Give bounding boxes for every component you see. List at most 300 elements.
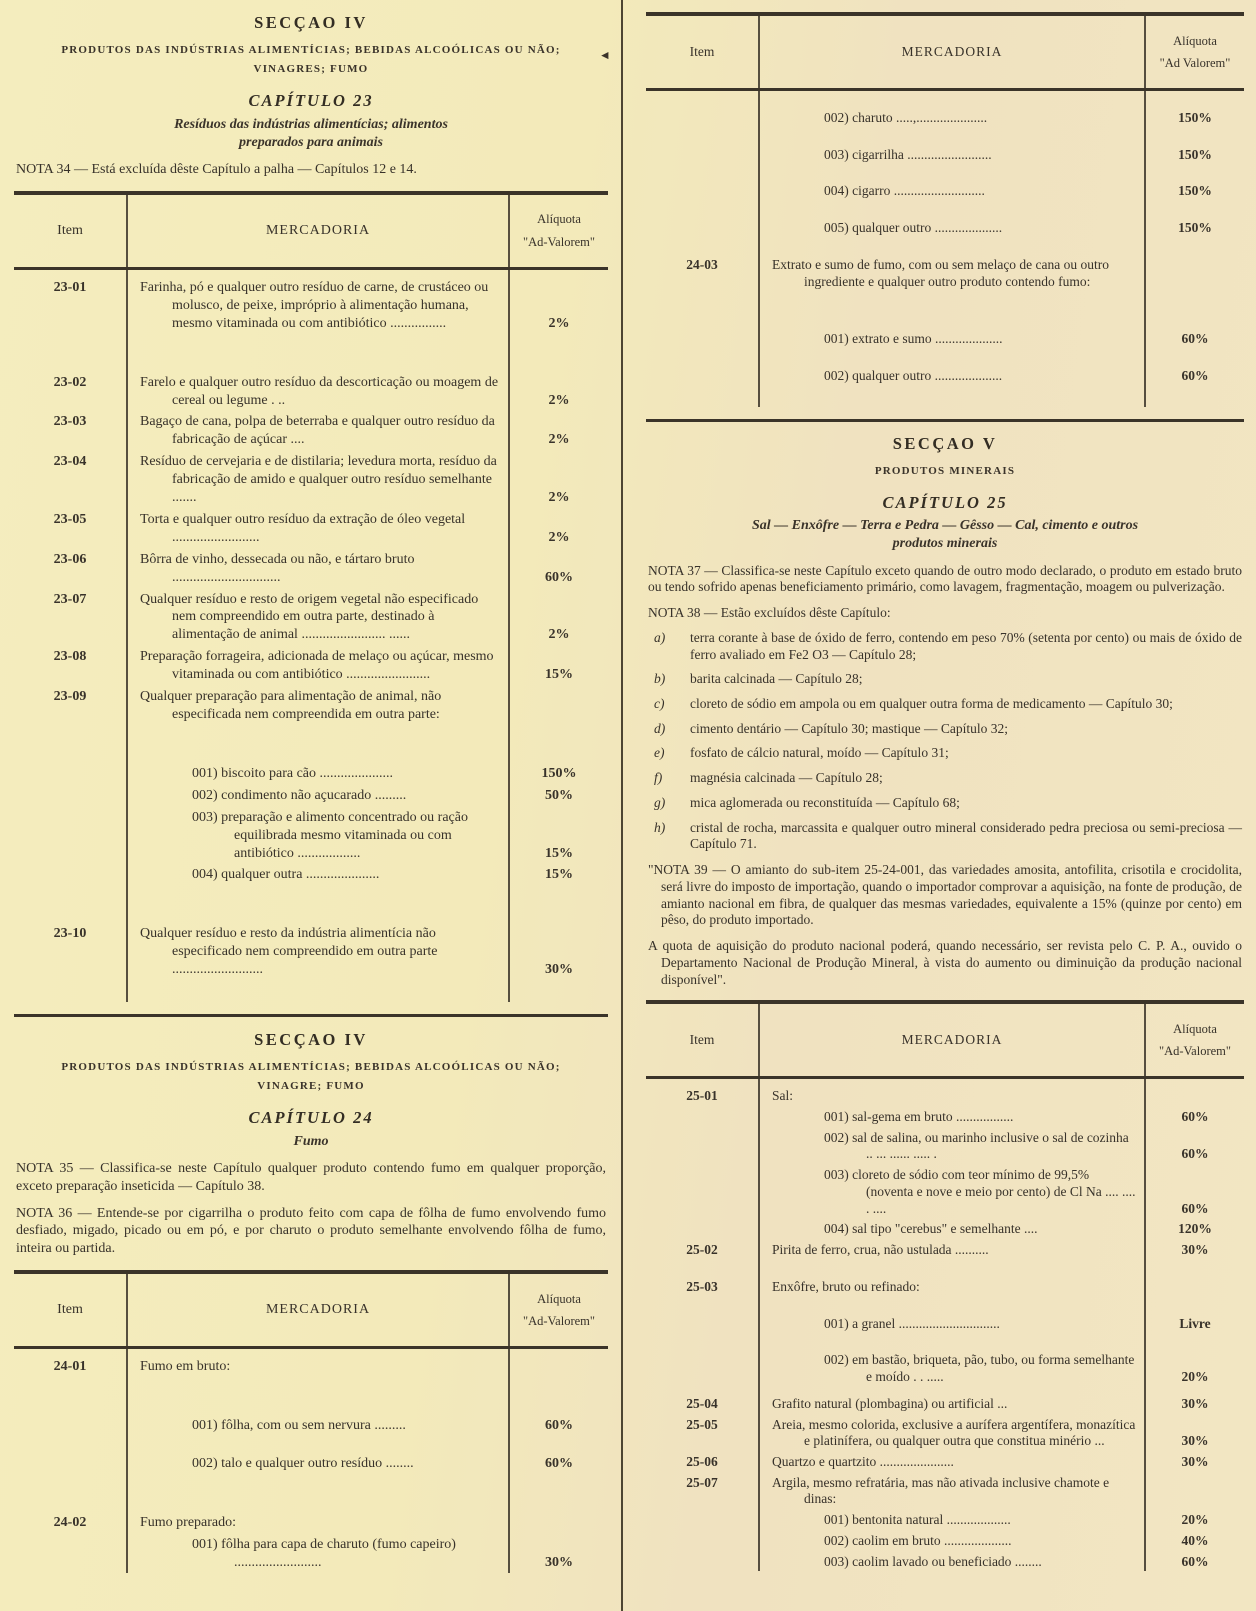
aliquota-value: 150%: [1178, 220, 1212, 236]
merchandise-cell: [758, 201, 1146, 238]
item-code: 23-06: [53, 551, 87, 567]
merchandise-cell: [758, 1297, 1146, 1334]
item-code: [646, 1218, 758, 1239]
item-code: [646, 1333, 758, 1386]
merchandise-cell: [758, 164, 1146, 201]
exclusion-item-text: terra corante à base de óxido de ferro, contendo em peso 70% (setenta por cento) ou mais de óxido de ferro avaliado em Fe2 O3 — Capítulo 28;: [690, 629, 1242, 662]
item-code: 24-01: [53, 1359, 87, 1375]
aliquota-value: 30%: [545, 962, 573, 978]
merchandise-text: [772, 389, 1138, 406]
merchandise-text: Enxôfre, bruto ou refinado:: [772, 1278, 920, 1294]
item-code: [14, 1436, 126, 1474]
aliquota-value: 30%: [1181, 1433, 1209, 1449]
aliquota-cell: [1146, 1106, 1244, 1127]
item-code: 25-05: [686, 1416, 718, 1432]
exclusion-item-label: b): [654, 671, 666, 687]
aliquota-cell: [1146, 386, 1244, 407]
merchandise-cell: [126, 1377, 510, 1436]
aliquota-cell: [1146, 201, 1244, 238]
aliquota-cell: [1146, 1509, 1244, 1530]
tariff-row: [646, 1509, 1244, 1530]
aliquota-cell: [1146, 1451, 1244, 1472]
merchandise-cell: [126, 784, 510, 806]
merchandise-cell: [758, 1106, 1146, 1127]
exclusion-item-label: d): [654, 720, 666, 736]
merchandise-cell: [758, 91, 1146, 128]
item-code: [14, 806, 126, 864]
aliquota-value: 150%: [1178, 183, 1212, 199]
table-header-aliquota: [510, 195, 608, 267]
aliquota-value: 2%: [548, 627, 570, 643]
tariff-table-body: [646, 91, 1244, 407]
merchandise-cell: [126, 270, 510, 334]
aliquota-value: 60%: [1181, 1200, 1209, 1216]
tariff-row: [646, 1530, 1244, 1551]
item-code: 23-10: [53, 926, 87, 942]
merchandise-cell: [126, 685, 510, 725]
tariff-row: [646, 1414, 1244, 1451]
tariff-table-header: [646, 12, 1244, 91]
table-header-aliquota: [1146, 1004, 1244, 1076]
section-subtitle-line: PRODUTOS DAS INDÚSTRIAS ALIMENTÍCIAS; BEBIDAS ALCOÓLICAS OU NÃO;: [61, 1061, 561, 1074]
item-code: [646, 1509, 758, 1530]
merchandise-cell: [126, 588, 510, 646]
merchandise-text: Farelo e qualquer outro resíduo da descorticação ou moagem de cereal ou legume . ..: [140, 374, 499, 408]
aliquota-cell: [1146, 1218, 1244, 1239]
tariff-row: [14, 1349, 608, 1377]
tariff-table-header: [14, 1270, 608, 1349]
item-code: 23-08: [53, 649, 87, 665]
aliquota-cell: [510, 863, 608, 885]
aliquota-value: 60%: [1181, 368, 1209, 384]
aliquota-cell: [510, 588, 608, 646]
item-code: 25-06: [686, 1454, 718, 1470]
aliquota-value: 60%: [545, 1418, 573, 1434]
merchandise-text: Argila, mesmo refratária, mas não ativada inclusive chamote e dinas:: [772, 1474, 1110, 1507]
merchandise-cell: [758, 1333, 1146, 1386]
exclusion-item-label: a): [654, 629, 666, 645]
aliquota-cell: [510, 784, 608, 806]
merchandise-text: 001) sal-gema em bruto .................: [824, 1109, 1014, 1124]
table-header-aliquota-line1: Alíquota: [537, 212, 581, 227]
merchandise-cell: [758, 291, 1146, 349]
merchandise-text: Resíduo de cervejaria e de distilaria; levedura morta, resíduo da fabricação de amido e qualquer outro resíduo semelhante .......: [140, 454, 497, 506]
aliquota-cell: [510, 725, 608, 784]
tariff-row: [14, 334, 608, 411]
item-code: [14, 1533, 126, 1573]
table-header-item: Item: [689, 1031, 715, 1047]
merchandise-text: 005) qualquer outro ....................: [824, 220, 1003, 236]
section-subtitle: [646, 462, 1244, 481]
tariff-row: [14, 450, 608, 508]
tariff-row: [14, 645, 608, 685]
item-code: 23-04: [53, 454, 87, 470]
aliquota-value: 120%: [1178, 1221, 1212, 1237]
exclusion-item-label: g): [654, 794, 666, 810]
tariff-row: [646, 1472, 1244, 1509]
merchandise-text: 002) charuto .....,.....................: [824, 110, 988, 125]
aliquota-cell: [510, 450, 608, 508]
merchandise-cell: [758, 1551, 1146, 1572]
tariff-row: [646, 1239, 1244, 1260]
merchandise-cell: [758, 128, 1146, 165]
tariff-row: [646, 1260, 1244, 1297]
aliquota-value: Livre: [1179, 1315, 1211, 1331]
item-code: [646, 349, 758, 386]
aliquota-value: 30%: [545, 1554, 573, 1570]
tariff-row: [14, 1474, 608, 1533]
chapter-description-line: Resíduos das indústrias alimentícias; alimentos: [174, 116, 448, 132]
aliquota-cell: [1146, 1414, 1244, 1451]
aliquota-cell: [510, 508, 608, 548]
table-header-aliquota-line1: Alíquota: [1173, 1021, 1217, 1036]
section-subtitle-line: PRODUTOS DAS INDÚSTRIAS ALIMENTÍCIAS; BEBIDAS ALCOÓLICAS OU NÃO;: [61, 44, 561, 57]
merchandise-text: 002) caolim em bruto ....................: [824, 1532, 1012, 1548]
merchandise-text: 002) condimento não açucarado .........: [192, 787, 407, 803]
item-code: [14, 725, 126, 784]
tariff-row: [646, 91, 1244, 128]
tariff-row: [646, 1079, 1244, 1106]
aliquota-value: 15%: [545, 867, 573, 883]
merchandise-text: Quartzo e quartzito ......................: [772, 1454, 954, 1470]
aliquota-value: 2%: [548, 490, 570, 506]
item-code: 23-09: [53, 689, 87, 705]
tariff-row: [14, 1533, 608, 1573]
chapter-heading: CAPÍTULO 24: [248, 1108, 374, 1128]
exclusion-list-item: [648, 671, 1242, 688]
aliquota-value: 2%: [548, 392, 570, 408]
item-code: [646, 91, 758, 128]
aliquota-value: 60%: [545, 569, 573, 585]
merchandise-text: 004) cigarro ...........................: [824, 183, 985, 199]
item-code: [646, 128, 758, 165]
aliquota-value: 150%: [1178, 110, 1212, 125]
item-code: [646, 1297, 758, 1334]
merchandise-text: Areia, mesmo colorida, exclusive a aurífera argentífera, monazítica e platinífera, ou qualquer outra que constitua minério ...: [772, 1416, 1136, 1449]
merchandise-text: Grafito natural (plombagina) ou artificial ...: [772, 1395, 1008, 1411]
table-header-item: Item: [57, 1302, 83, 1318]
item-code: 25-02: [686, 1242, 718, 1258]
exclusion-list-item: [648, 696, 1242, 713]
tariff-table-header: [646, 1000, 1244, 1079]
aliquota-value: 40%: [1181, 1532, 1209, 1548]
aliquota-value: 60%: [1181, 1109, 1209, 1124]
item-code: [14, 784, 126, 806]
aliquota-cell: [1146, 91, 1244, 128]
chapter-description: [646, 517, 1244, 553]
merchandise-text: 001) bentonita natural ...................: [824, 1512, 1011, 1528]
aliquota-cell: [510, 685, 608, 725]
aliquota-cell: [1146, 1387, 1244, 1414]
tariff-row: [14, 806, 608, 864]
aliquota-cell: [1146, 1164, 1244, 1218]
chapter-heading: CAPÍTULO 23: [248, 91, 374, 111]
merchandise-cell: [126, 450, 510, 508]
tariff-row: [646, 1387, 1244, 1414]
merchandise-text: 002) talo e qualquer outro resíduo ........: [192, 1456, 414, 1472]
item-code: 23-02: [53, 374, 87, 390]
item-code: 23-01: [53, 279, 87, 295]
aliquota-value: 30%: [1181, 1395, 1209, 1411]
merchandise-text: Fumo preparado:: [140, 1515, 237, 1530]
chapter-description-line: Sal — Enxôfre — Terra e Pedra — Gêsso — Cal, cimento e outros: [751, 518, 1139, 534]
exclusion-item-label: e): [654, 745, 665, 761]
aliquota-value: 15%: [545, 845, 573, 861]
section-subtitle: [14, 41, 612, 78]
exclusion-item-text: cristal de rocha, marcassita e qualquer outro mineral considerado pedra preciosa ou semi-preciosa — Capítulo 71.: [690, 819, 1242, 852]
merchandise-cell: [758, 1239, 1146, 1260]
aliquota-cell: [1146, 128, 1244, 165]
tariff-table-body: [14, 1349, 608, 1572]
tariff-row: [14, 588, 608, 646]
aliquota-cell: [1146, 1079, 1244, 1106]
merchandise-cell: [126, 863, 510, 885]
note-paragraph: NOTA 38 — Estão excluídos dêste Capítulo:: [648, 605, 891, 621]
merchandise-cell: [126, 645, 510, 685]
aliquota-cell: [1146, 1551, 1244, 1572]
merchandise-text: 001) fôlha para capa de charuto (fumo capeiro) .........................: [192, 1536, 456, 1570]
section-subtitle-line: VINAGRE; FUMO: [257, 1079, 365, 1092]
column-divider-rule: [621, 0, 623, 1611]
aliquota-value: 2%: [548, 529, 570, 545]
item-code: 24-03: [686, 256, 718, 272]
tariff-row: [646, 1297, 1244, 1334]
table-bottom-rule: [646, 419, 1244, 422]
tariff-table-body: [14, 270, 608, 1002]
merchandise-text: 001) extrato e sumo ....................: [824, 331, 1003, 347]
tariff-table-body: [646, 1079, 1244, 1571]
exclusion-list-item: [648, 820, 1242, 853]
exclusion-item-label: h): [654, 819, 666, 835]
exclusion-list-item: [648, 745, 1242, 762]
item-code: [646, 386, 758, 407]
table-header-aliquota-line2: "Ad-Valorem": [1159, 1044, 1231, 1059]
merchandise-cell: [758, 1509, 1146, 1530]
note-paragraph: NOTA 35 — Classifica-se neste Capítulo qualquer produto contendo fumo em qualquer proporção, exceto preparação inseticida — Capítulo 38.: [16, 1160, 606, 1194]
exclusion-list-item: [648, 630, 1242, 663]
item-code: 23-07: [53, 591, 87, 607]
aliquota-value: 30%: [1181, 1454, 1209, 1470]
merchandise-cell: [758, 1472, 1146, 1509]
item-code: 23-05: [53, 511, 87, 527]
exclusion-list-item: [648, 795, 1242, 812]
merchandise-cell: [758, 1414, 1146, 1451]
merchandise-text: Bôrra de vinho, dessecada ou não, e tártaro bruto ...............................: [140, 551, 415, 585]
aliquota-cell: [1146, 349, 1244, 386]
aliquota-cell: [510, 1474, 608, 1533]
merchandise-cell: [126, 1474, 510, 1533]
merchandise-text: 001) fôlha, com ou sem nervura .........: [192, 1418, 406, 1434]
item-code: 23-03: [53, 414, 87, 430]
merchandise-cell: [758, 349, 1146, 386]
section-subtitle: [14, 1058, 608, 1095]
note-paragraph: NOTA 34 — Está excluída dêste Capítulo a palha — Capítulos 12 e 14.: [16, 161, 417, 177]
chapter-description-line: preparados para animais: [239, 134, 383, 150]
exclusion-item-label: c): [654, 695, 665, 711]
tariff-row: [14, 863, 608, 885]
aliquota-cell: [1146, 1127, 1244, 1164]
item-code: [646, 291, 758, 349]
chapter-description-line: Fumo: [293, 1133, 329, 1149]
aliquota-value: 2%: [548, 432, 570, 448]
table-header-aliquota-line1: Alíquota: [537, 1291, 581, 1306]
tariff-row: [646, 1106, 1244, 1127]
item-code: [646, 1164, 758, 1218]
aliquota-cell: [1146, 1472, 1244, 1509]
exclusion-item-text: magnésia calcinada — Capítulo 28;: [690, 770, 883, 786]
aliquota-cell: [510, 885, 608, 980]
tariff-row: [14, 784, 608, 806]
tariff-row: [14, 980, 608, 1002]
merchandise-cell: [126, 885, 510, 980]
exclusion-item-text: mica aglomerada ou reconstituída — Capítulo 68;: [690, 794, 960, 810]
aliquota-cell: [1146, 1297, 1244, 1334]
merchandise-text: 002) qualquer outro ....................: [824, 368, 1003, 384]
exclusion-list-item: [648, 770, 1242, 787]
tariff-row: [646, 291, 1244, 349]
right-column: [646, 0, 1244, 1571]
aliquota-cell: [1146, 1260, 1244, 1297]
tariff-row: [646, 386, 1244, 407]
merchandise-cell: [126, 980, 510, 1002]
merchandise-cell: [126, 806, 510, 864]
aliquota-cell: [510, 270, 608, 334]
merchandise-text: 004) qualquer outra .....................: [192, 867, 380, 883]
merchandise-text: Sal:: [772, 1088, 794, 1104]
merchandise-cell: [126, 1533, 510, 1573]
aliquota-cell: [510, 806, 608, 864]
item-code: 25-07: [686, 1474, 718, 1490]
aliquota-cell: [1146, 164, 1244, 201]
section-subtitle-line: VINAGRES; FUMO: [253, 62, 369, 75]
table-header-aliquota: [510, 1274, 608, 1346]
merchandise-text: Farinha, pó e qualquer outro resíduo de carne, de crustáceo ou molusco, de peixe, impróprio à alimentação humana, mesmo vitaminada ou com antibiótico ................: [140, 279, 489, 331]
merchandise-cell: [126, 725, 510, 784]
table-header-item: Item: [689, 43, 715, 59]
aliquota-cell: [1146, 1333, 1244, 1386]
aliquota-value: 60%: [1181, 1553, 1209, 1569]
tariff-row: [14, 1377, 608, 1436]
tariff-row: [646, 1164, 1244, 1218]
aliquota-value: 2%: [548, 315, 570, 331]
tariff-row: [14, 508, 608, 548]
table-header-aliquota: [1146, 16, 1244, 88]
merchandise-text: 004) sal tipo "cerebus" e semelhante ....: [824, 1221, 1038, 1237]
item-code: [646, 201, 758, 238]
tariff-row: [14, 885, 608, 980]
item-code: [646, 1530, 758, 1551]
aliquota-cell: [510, 548, 608, 588]
merchandise-cell: [758, 1451, 1146, 1472]
table-header-mercadoria: MERCADORIA: [126, 1274, 510, 1346]
exclusion-item-text: fosfato de cálcio natural, moído — Capítulo 31;: [690, 745, 949, 761]
merchandise-cell: [758, 1218, 1146, 1239]
table-header-aliquota-line2: "Ad Valorem": [1159, 56, 1231, 70]
section-heading: SECÇAO IV: [254, 1029, 368, 1049]
merchandise-cell: [126, 1349, 510, 1377]
merchandise-text: 003) preparação e alimento concentrado ou ração equilibrada mesmo vitaminada ou com antibiótico ..................: [192, 809, 468, 861]
item-code: 25-03: [686, 1278, 718, 1294]
item-code: [646, 1106, 758, 1127]
merchandise-text: Qualquer preparação para alimentação de animal, não especificada nem compreendida em outra parte:: [140, 689, 442, 722]
aliquota-cell: [510, 1436, 608, 1474]
merchandise-text: Bagaço de cana, polpa de beterraba e qualquer outro resíduo da fabricação de açúcar ....: [140, 414, 495, 448]
tariff-row: [646, 1127, 1244, 1164]
aliquota-cell: [1146, 1530, 1244, 1551]
merchandise-text: Torta e qualquer outro resíduo da extração de óleo vegetal .........................: [140, 511, 466, 545]
merchandise-cell: [758, 1079, 1146, 1106]
aliquota-value: 150%: [541, 765, 577, 781]
aliquota-cell: [510, 334, 608, 411]
tariff-row: [646, 1551, 1244, 1572]
section-heading: SECÇAO V: [892, 433, 998, 453]
merchandise-text: 001) a granel ..............................: [824, 1315, 1000, 1331]
merchandise-cell: [758, 1260, 1146, 1297]
tariff-row: [14, 1436, 608, 1474]
note-paragraph: NOTA 37 — Classifica-se neste Capítulo exceto quando de outro modo declarado, o produto em estado bruto ou tendo sofrido apenas beneficiamento primário, como lavagem, fragmentação, moagem ou pulverização.: [648, 562, 1242, 595]
merchandise-text: Pirita de ferro, crua, não ustulada ..........: [772, 1242, 989, 1258]
item-code: [14, 1377, 126, 1436]
table-header-mercadoria: MERCADORIA: [758, 16, 1146, 88]
exclusion-item-text: cloreto de sódio em ampola ou em qualquer outra forma de medicamento — Capítulo 30;: [690, 695, 1173, 711]
item-code: 25-01: [686, 1088, 718, 1104]
chapter-description-line: produtos minerais: [892, 536, 998, 552]
item-code: [646, 1127, 758, 1164]
aliquota-cell: [510, 1533, 608, 1573]
merchandise-cell: [126, 410, 510, 450]
aliquota-value: 30%: [1181, 1242, 1209, 1258]
note-paragraph: "NOTA 39 — O amianto do sub-item 25-24-001, das variedades amosita, antofilita, crisotila e crocidolita, será livre do imposto de importação, quando o importador comprovar a aquisição, na fonte de produção, de amianto nacional em fibra, de qualquer das mesmas variedades, equivalente a 15% (quinze por cento) em pêso, do produto importado.: [648, 862, 1242, 928]
aliquota-value: 20%: [1181, 1369, 1209, 1385]
merchandise-text: 002) em bastão, briqueta, pão, tubo, ou forma semelhante e moído . . .....: [824, 1352, 1135, 1385]
left-column: [14, 0, 612, 1573]
tariff-row: [14, 685, 608, 725]
merchandise-cell: [126, 548, 510, 588]
table-header-aliquota-line2: "Ad-Valorem": [523, 1314, 595, 1329]
item-code: [646, 1551, 758, 1572]
table-header-mercadoria: MERCADORIA: [126, 195, 510, 267]
tariff-row: [14, 548, 608, 588]
aliquota-cell: [1146, 1239, 1244, 1260]
section-subtitle-line: PRODUTOS MINERAIS: [874, 465, 1016, 478]
merchandise-cell: [126, 508, 510, 548]
aliquota-cell: [1146, 238, 1244, 291]
merchandise-text: [140, 983, 502, 1001]
merchandise-cell: [126, 1436, 510, 1474]
exclusion-item-text: barita calcinada — Capítulo 28;: [690, 671, 863, 687]
merchandise-text: 002) sal de salina, ou marinho inclusive o sal de cozinha .. ... ...... ..... .: [824, 1129, 1129, 1162]
tariff-row: [14, 270, 608, 334]
merchandise-text: 001) biscoito para cão .....................: [192, 765, 394, 781]
tariff-row: [14, 725, 608, 784]
aliquota-value: 20%: [1181, 1512, 1209, 1528]
merchandise-text: Qualquer resíduo e resto da indústria alimentícia não especificado nem compreendido em outra parte ..........................: [140, 926, 438, 978]
tariff-row: [646, 164, 1244, 201]
item-code: [646, 164, 758, 201]
merchandise-cell: [758, 386, 1146, 407]
aliquota-value: 50%: [545, 787, 573, 803]
aliquota-cell: [510, 410, 608, 450]
aliquota-cell: [1146, 291, 1244, 349]
tariff-row: [646, 349, 1244, 386]
chapter-description: [14, 1133, 608, 1151]
aliquota-value: 15%: [545, 667, 573, 683]
merchandise-text: 003) cloreto de sódio com teor mínimo de 99,5% (noventa e nove e meio por cento) de Cl Na .... .... . ....: [824, 1167, 1136, 1216]
item-code: 25-04: [686, 1395, 718, 1411]
exclusion-item-label: f): [654, 770, 663, 786]
pointer-left-icon: ◄: [598, 48, 612, 63]
merchandise-text: Fumo em bruto:: [140, 1359, 231, 1375]
